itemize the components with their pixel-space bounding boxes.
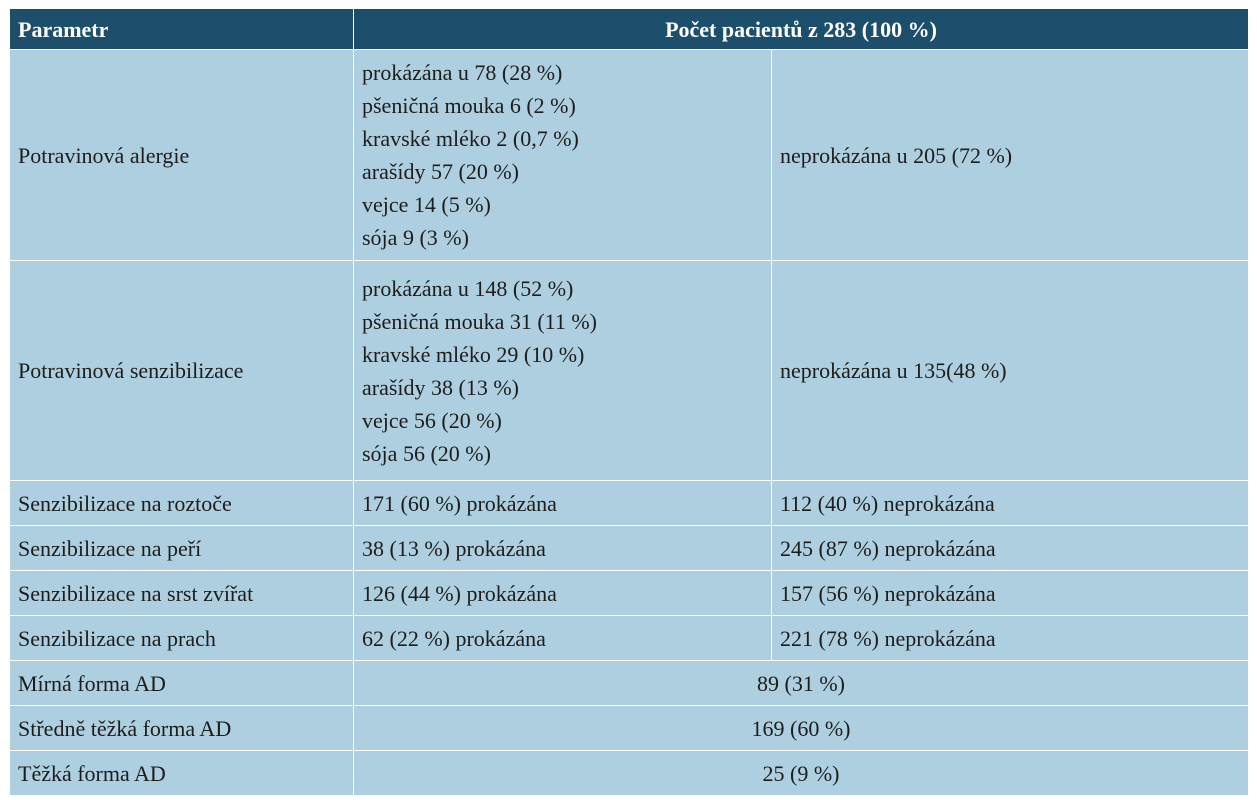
proven-cell: 126 (44 %) prokázána [354,571,772,616]
proven-line: pšeničná mouka 6 (2 %) [362,93,576,118]
table-row [10,261,1249,481]
table-row [10,706,1249,751]
merged-value-cell: 25 (9 %) [354,751,1249,796]
proven-line: kravské mléko 2 (0,7 %) [362,126,579,151]
table-row [10,661,1249,706]
header-parameter: Parametr [10,9,354,50]
not-proven-cell: 157 (56 %) neprokázána [772,571,1249,616]
table-row [10,616,1249,661]
proven-line: sója 9 (3 %) [362,225,469,250]
table-container [9,8,1248,796]
not-proven-cell: 221 (78 %) neprokázána [772,616,1249,661]
merged-value-cell: 169 (60 %) [354,706,1249,751]
merged-value-cell: 89 (31 %) [354,661,1249,706]
row-label: Senzibilizace na roztoče [10,481,354,526]
proven-cell: 62 (22 %) prokázána [354,616,772,661]
proven-cell [354,261,772,481]
not-proven-cell: neprokázána u 205 (72 %) [772,50,1249,261]
proven-line: sója 56 (20 %) [362,440,491,466]
proven-line: pšeničná mouka 31 (11 %) [362,308,598,334]
row-label: Těžká forma AD [10,751,354,796]
proven-line: prokázána u 78 (28 %) [362,60,563,85]
proven-cell: 38 (13 %) prokázána [354,526,772,571]
row-label: Mírná forma AD [10,661,354,706]
table-row [10,50,1249,261]
proven-cell: 171 (60 %) prokázána [354,481,772,526]
not-proven-cell: 245 (87 %) neprokázána [772,526,1249,571]
proven-line: arašídy 38 (13 %) [362,374,520,400]
row-label: Potravinová senzibilizace [10,261,354,481]
row-label: Senzibilizace na peří [10,526,354,571]
table-row [10,751,1249,796]
proven-line: vejce 14 (5 %) [362,192,491,217]
proven-line: prokázána u 148 (52 %) [362,275,574,301]
patient-parameters-table [9,8,1249,796]
proven-line: kravské mléko 29 (10 %) [362,341,585,367]
table-row [10,481,1249,526]
table-row [10,571,1249,616]
row-label: Potravinová alergie [10,50,354,261]
not-proven-cell: 112 (40 %) neprokázána [772,481,1249,526]
row-label: Senzibilizace na prach [10,616,354,661]
table-header-row [10,9,1249,50]
proven-cell [354,50,772,261]
row-label: Středně těžká forma AD [10,706,354,751]
row-label: Senzibilizace na srst zvířat [10,571,354,616]
proven-line: arašídy 57 (20 %) [362,159,520,184]
not-proven-cell: neprokázána u 135(48 %) [772,261,1249,481]
proven-line: vejce 56 (20 %) [362,407,502,433]
header-patient-count: Počet pacientů z 283 (100 %) [354,9,1249,50]
table-row [10,526,1249,571]
